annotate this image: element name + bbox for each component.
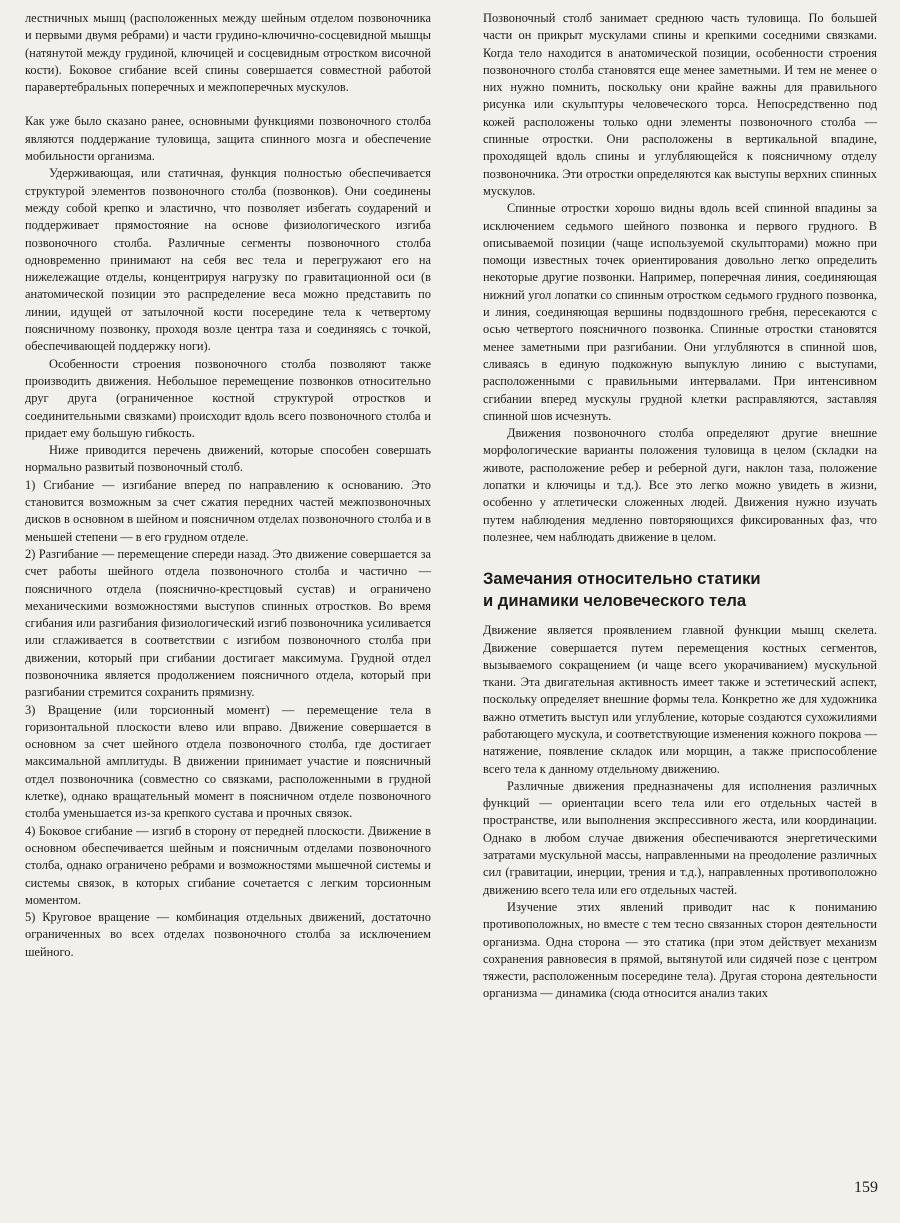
paragraph: Удерживающая, или статичная, функция полностью обеспечивается структурой элементов позвоночного столба (позвонков). Они соединены между собой крепко и эластично, что позволяет избегать соударений и поддерживает прямостояние на основе физиологического изгиба позвоночного столба. Различные сегменты позвоночного столба одновременно принимают на себя вес тела и перегружают его на нижележащие отделы, концентрируя нагрузку по гравитационной оси (в анатомической позиции это распределение веса можно представить по линии, идущей от затылочной кости посередине тела к четвертому поясничному позвонку, проходя возле центра таза и соединяясь с точкой, обеспечивающей поддержку ноги). (25, 166, 431, 354)
right-column (483, 10, 877, 1003)
section-heading-line: Замечания относительно статики (483, 569, 761, 589)
list-item: 2) Разгибание — перемещение спереди назад. Это движение совершается за счет работы шейного отдела позвоночного столба и частично — поясничного отдела (пояснично-крестцовый сустав) и ограничено механическими возможностями выступов спинных отростков. Во время сгибания или разгибания физиологический изгиб позвоночника усиливается или сглаживается в соответствии с изгибом позвоночного столба при движении, который при сгибании достигает максимума. Грудной отдел позвоночника является продолжением поясничного отдела, который при разгибании стремится сохранить прямизну. (25, 546, 431, 700)
paragraph: Различные движения предназначены для исполнения различных функций — ориентации всего тела или его отдельных частей в пространстве, или выполнения экспрессивного жеста, или координации. Однако в любом случае движения обеспечиваются энергетическими затратами мускульной массы, направленными на преодоление различных сил (гравитации, инерции, трения и т.д.), направленных противоположно движению всего тела или его отдельных частей. (483, 778, 877, 897)
list-item: 1) Сгибание — изгибание вперед по направлению к основанию. Это становится возможным за счет сжатия передних частей межпозвоночных дисков в основном в шейном и поясничном отделах позвоночного столба и в меньшей степени — в его грудном отделе. (25, 477, 431, 544)
paragraph: Спинные отростки хорошо видны вдоль всей спинной впадины за исключением седьмого шейного позвонка и первого грудного. В описываемой позиции (чаще используемой скульпторами) можно при помощи известных точек ориентирования довольно легко определить некоторые другие позвонки. Например, поперечная линия, соединяющая нижний угол лопатки со спинным отростком седьмого грудного позвонка, и линия, соединяющая вершины подвздошного гребня, пересекаются с осью четвертого поясничного позвонка. Спинные отростки становятся менее заметными при разгибании. Они углубляются в спинной шов, сливаясь в единую подкожную выпуклую линию с выступами, расположенными с правильными интервалами. При интенсивном сгибании вперед мускулы грудной клетки расправляются, заставляя спинной шов исчезнуть. (483, 201, 877, 423)
left-column (25, 10, 431, 961)
paragraph: Изучение этих явлений приводит нас к пониманию противоположных, но вместе с тем тесно связанных сторон деятельности организма. Одна сторона — это статика (при этом действует механизм сохранения равновесия в прямой, вытянутой или сидячей позе с центром тяжести, расположенным посередине тела). Другая сторона деятельности организма — динамика (сюда относится анализ таких (483, 899, 877, 1001)
section-heading (483, 568, 877, 612)
paragraph: Движения позвоночного столба определяют другие внешние морфологические варианты положения туловища в целом (складки на животе, расположение ребер и реберной дуги, наклон таза, положение лопатки и ключицы и т.д.). Все это легко можно увидеть в жизни, особенно у атлетически сложенных людей. Движения нужно изучать путем наблюдения медленно повторяющихся фиксированных фаз, что полезнее, чем наблюдать движение в целом. (483, 426, 877, 544)
paragraph: Как уже было сказано ранее, основными функциями позвоночного столба являются поддержание туловища, защита спинного мозга и обеспечение мобильности организма. (25, 114, 431, 164)
paragraph: Движение является проявлением главной функции мышц скелета. Движение совершается путем перемещения костных сегментов, вызываемого сокращением (и чаще всего укорачиванием) мускульной ткани. Эта двигательная активность имеет также и эстетический аспект, поскольку определяет внешние формы тела. Конкретно же для художника важно отметить выступ или углубление, которые создаются сухожилиями работающего мускула, и соответствующие изменения кожного покрова — натяжение, появление складок или морщин, а также приспособление всего тела к данному отдельному движению. (483, 623, 877, 776)
paragraph: лестничных мышц (расположенных между шейным отделом позвоночника и первыми двумя ребрами) и части грудино-ключично-сосцевидной мышцы (натянутой между грудиной, ключицей и сосцевидным отростком височной кости). Боковое сгибание всей спины совершается совместной работой паравертебральных поперечных и межпоперечных мускулов. (25, 11, 431, 95)
list-item: 4) Боковое сгибание — изгиб в сторону от передней плоскости. Движение в основном обеспечивается шейным и поясничным отделами позвоночного столба, однако ограничено ребрами и возможностями мышечной системы и системы связок, в которых сгибание сочетается с легким торсионным моментом. (25, 823, 431, 907)
paragraph: Особенности строения позвоночного столба позволяют также производить движения. Небольшое перемещение позвонков относительно друг друга (ограниченное костной структурой отростков и соединительными связками) происходит вдоль всего позвоночного столба и придает ему большую гибкость. (25, 356, 431, 440)
section-heading-line: и динамики человеческого тела (483, 591, 747, 611)
list-item: 3) Вращение (или торсионный момент) — перемещение тела в горизонтальной плоскости влево или вправо. Движение совершается в основном за счет шейного отдела позвоночного столба, где достигает максимальной амплитуды. В движении принимает участие и поясничный отдел позвоночника (совместно со связками, расположенными в грудной клетке), однако вращательный момент в поясничном отделе позвоночного столба уменьшается из-за крепкого сустава и прочных связок. (25, 702, 431, 821)
paragraph: Ниже приводится перечень движений, которые способен совершать нормально развитый позвоночный столб. (25, 443, 431, 475)
list-item: 5) Круговое вращение — комбинация отдельных движений, достаточно ограниченных во всех отделах позвоночного столба за исключением шейного. (25, 910, 431, 959)
paragraph: Позвоночный столб занимает среднюю часть туловища. По большей части он прикрыт мускулами спины и крепкими соседними связками. Когда тело находится в анатомической позиции, особенности строения позвоночного столба становятся еще менее заметными. И тем не менее о них нужно помнить, поскольку они крайне важны для правильного рисунка или скульптуры человеческого торса. Непосредственно под кожей расположены только одни элементы позвоночного столба — спинные отростки. Они расположены в вертикальной впадине, проходящей вдоль спины и углубляющейся к поясничному отделу позвоночника. Эти отростки определяются как выступы верхних спинных мускулов. (483, 11, 877, 198)
page-number: 159 (854, 1179, 878, 1196)
